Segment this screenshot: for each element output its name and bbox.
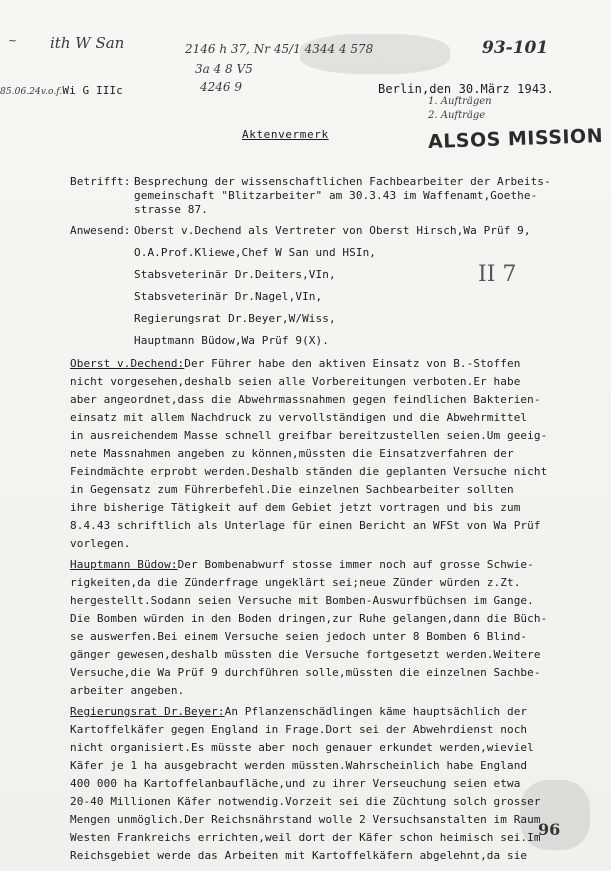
handwritten-note-top-left: ith W San [50, 34, 125, 52]
speaker-name: Hauptmann Büdow: [70, 558, 178, 571]
paragraph-line: se auswerfen.Bei einem Versuche seien jedoch unter 8 Bomben 6 Blind- [70, 630, 528, 643]
paragraph-line: Mengen unmöglich.Der Reichsnährstand wolle 2 Versuchsanstalten im Raum [70, 813, 541, 826]
document-number: 93-101 [482, 38, 549, 58]
place-date: Berlin,den 30.März 1943. [378, 82, 554, 96]
paragraph-beyer-first-line: Regierungsrat Dr.Beyer:An Pflanzenschädlingen käme hauptsächlich der [70, 705, 528, 718]
attendee-line: Stabsveterinär Dr.Deiters,VIn, [134, 268, 336, 281]
paragraph-dechend-first-line: Oberst v.Dechend:Der Führer habe den aktiven Einsatz von B.-Stoffen [70, 357, 521, 370]
paragraph-line: Reichsgebiet werde das Arbeiten mit Kartoffelkäfern abgelehnt,da sie [70, 849, 528, 862]
paragraph-line: nicht organisiert.Es müsste aber noch genauer erkundet werden,wieviel [70, 741, 534, 754]
speaker-name: Regierungsrat Dr.Beyer: [70, 705, 225, 718]
paragraph-budow-first-line: Hauptmann Büdow:Der Bombenabwurf stosse immer noch auf grosse Schwie- [70, 558, 534, 571]
reference-line: 85.06.24v.o.f.Wi G IIIc [0, 84, 123, 97]
attendee-line: Regierungsrat Dr.Beyer,W/Wiss, [134, 312, 336, 325]
anwesend-label: Anwesend: [70, 224, 131, 237]
paragraph-line: rigkeiten,da die Zünderfrage ungeklärt sei;neue Zünder würden z.Zt. [70, 576, 521, 589]
paragraph-line: nete Massnahmen angeben zu können,müssten die Einsatzverfahren der [70, 447, 514, 460]
speaker-name: Oberst v.Dechend: [70, 357, 185, 370]
roman-numeral-annotation: II 7 [478, 262, 517, 287]
page-number: 96 [538, 820, 561, 839]
handwritten-ref-row1: 2146 h 37, Nr 45/1 4344 4 578 [185, 42, 374, 56]
paragraph-line: 400 000 ha Kartoffelanbaufläche,und zu ihrer Verseuchung seien etwa [70, 777, 521, 790]
paragraph-line: in ausreichendem Masse schnell greifbar bereitzustellen seien.Um geeig- [70, 429, 548, 442]
handwritten-ref-row2: 3a 4 8 V5 [195, 62, 253, 76]
paragraph-line: einsatz mit allem Nachdruck zu vervollständigen und die Abwehrmittel [70, 411, 528, 424]
betrifft-label: Betrifft: [70, 175, 131, 188]
document-title: Aktenvermerk [242, 128, 329, 141]
handwritten-ref-row3: 4246 9 [200, 80, 242, 94]
paragraph-line: ihre bisherige Tätigkeit auf dem Gebiet jetzt vortragen und bis zum [70, 501, 521, 514]
attendee-line: Oberst v.Dechend als Vertreter von Oberst Hirsch,Wa Prüf 9, [134, 224, 531, 237]
betrifft-line: gemeinschaft "Blitzarbeiter" am 30.3.43 im Waffenamt,Goethe- [134, 189, 538, 202]
attendee-line: Hauptmann Büdow,Wa Prüf 9(X). [134, 334, 329, 347]
paragraph-line: arbeiter angeben. [70, 684, 185, 697]
paragraph-line: 8.4.43 schriftlich als Unterlage für einen Bericht an WFSt von Wa Prüf [70, 519, 541, 532]
betrifft-line: Besprechung der wissenschaftlichen Fachbearbeiter der Arbeits- [134, 175, 551, 188]
paragraph-line: Käfer je 1 ha ausgebracht werden müssten.Wahrscheinlich habe England [70, 759, 528, 772]
paragraph-line: Versuche,die Wa Prüf 9 durchführen solle,müssten die einzelnen Sachbe- [70, 666, 541, 679]
paragraph-line: nicht vorgesehen,deshalb seien alle Vorbereitungen verboten.Er habe [70, 375, 521, 388]
paragraph-line: Die Bomben würden in den Boden dringen,zur Ruhe gelangen,dann die Büch- [70, 612, 548, 625]
paragraph-line: hergestellt.Sodann seien Versuche mit Bomben-Auswurfbüchsen im Gange. [70, 594, 534, 607]
betrifft-line: strasse 87. [134, 203, 208, 216]
paragraph-line: 20-40 Millionen Käfer notwendig.Vorzeit sei die Züchtung solch grosser [70, 795, 541, 808]
marginal-note-1: 1. Aufträgen [428, 96, 492, 107]
reference-code: Wi G IIIc [62, 84, 123, 97]
marginal-note-2: 2. Aufträge [428, 110, 486, 121]
alsos-mission-stamp: ALSOS MISSION [427, 124, 604, 154]
handwritten-mark: ~ [8, 34, 18, 47]
paragraph-line: aber angeordnet,dass die Abwehrmassnahmen gegen feindlichen Bakterien- [70, 393, 541, 406]
paragraph-line: Kartoffelkäfer gegen England in Frage.Dort sei der Abwehrdienst noch [70, 723, 528, 736]
attendee-line: O.A.Prof.Kliewe,Chef W San und HSIn, [134, 246, 377, 259]
attendee-line: Stabsveterinär Dr.Nagel,VIn, [134, 290, 323, 303]
paragraph-line: Westen Frankreichs errichten,weil dort der Käfer schon heimisch sei.Im [70, 831, 541, 844]
paragraph-line: gänger gewesen,deshalb müssten die Versuche fortgesetzt werden.Weitere [70, 648, 541, 661]
paragraph-line: vorlegen. [70, 537, 131, 550]
paragraph-line: Feindmächte erprobt werden.Deshalb ständen die geplanten Versuche nicht [70, 465, 548, 478]
paragraph-line: in Gegensatz zum Führerbefehl.Die einzelnen Sachbearbeiter sollten [70, 483, 514, 496]
